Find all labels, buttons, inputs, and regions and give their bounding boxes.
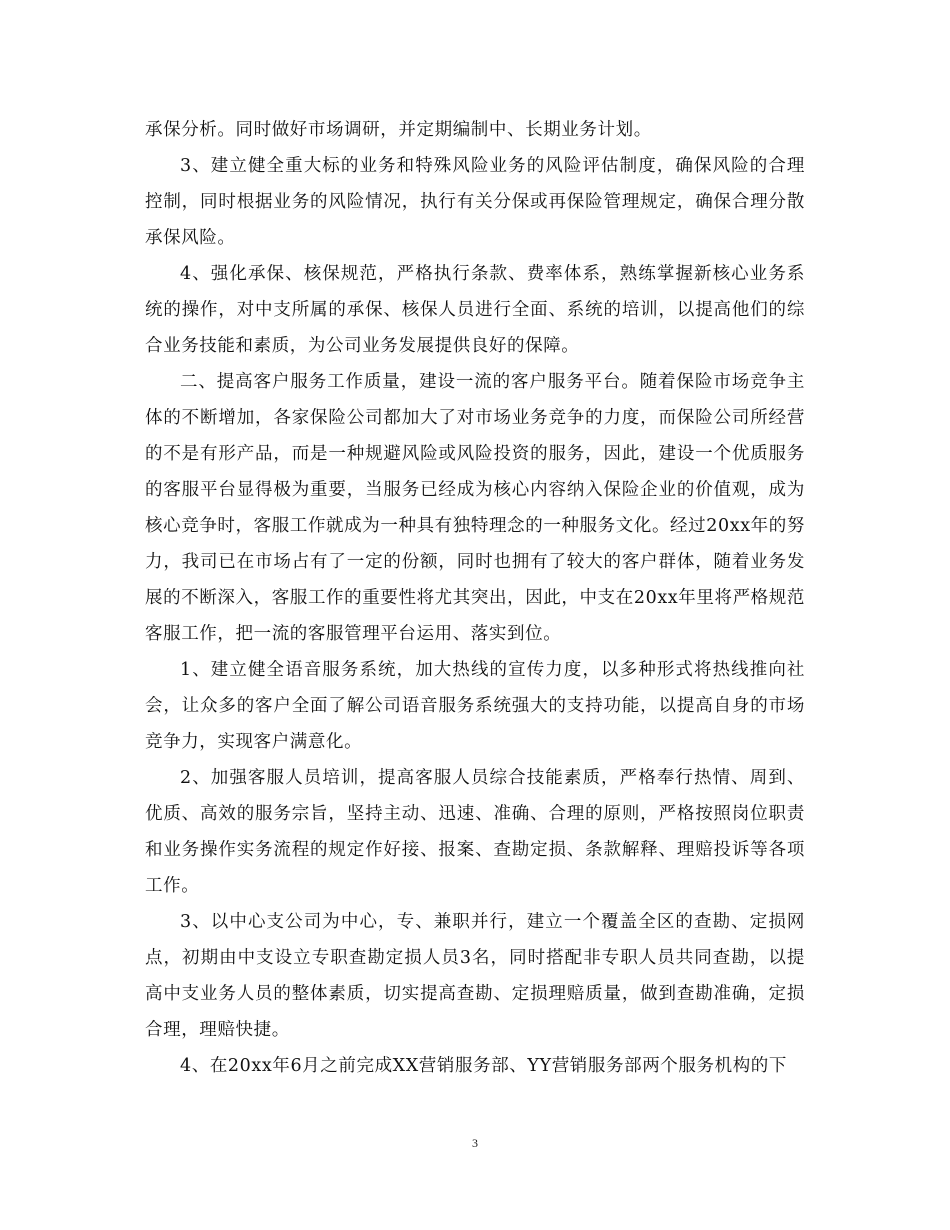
paragraph-8: 4、在20xx年6月之前完成XX营销服务部、YY营销服务部两个服务机构的下 [180, 1056, 787, 1076]
paragraph-5: 1、建立健全语音服务系统，加大热线的宣传力度，以多种形式将热线推向社会，让众多的客户全面了解公司语音服务系统强大的支持功能，以提高自身的市场竞争力，实现客户满意化。 [145, 660, 805, 752]
paragraph-6: 2、加强客服人员培训，提高客服人员综合技能素质，严格奉行热情、周到、优质、高效的服务宗旨，坚持主动、迅速、准确、合理的原则，严格按照岗位职责和业务操作实务流程的规定作好接、报案、查勘定损、条款解释、理赔投诉等各项工作。 [145, 768, 805, 896]
paragraph-1: 承保分析。同时做好市场调研，并定期编制中、长期业务计划。 [145, 120, 652, 140]
document-body [145, 112, 805, 1084]
paragraph-2: 3、建立健全重大标的业务和特殊风险业务的风险评估制度，确保风险的合理控制，同时根据业务的风险情况，执行有关分保或再保险管理规定，确保合理分散承保风险。 [145, 156, 805, 248]
paragraph-7: 3、以中心支公司为中心，专、兼职并行，建立一个覆盖全区的查勘、定损网点，初期由中支设立专职查勘定损人员3名，同时搭配非专职人员共同查勘，以提高中支业务人员的整体素质，切实提高查勘、定损理赔质量，做到查勘准确，定损合理，理赔快捷。 [145, 912, 805, 1040]
page-number: 3 [472, 1136, 478, 1150]
paragraph-4: 二、提高客户服务工作质量，建设一流的客户服务平台。随着保险市场竞争主体的不断增加，各家保险公司都加大了对市场业务竞争的力度，而保险公司所经营的不是有形产品，而是一种规避风险或风险投资的服务，因此，建设一个优质服务的客服平台显得极为重要，当服务已经成为核心内容纳入保险企业的价值观，成为核心竞争时，客服工作就成为一种具有独特理念的一种服务文化。经过20xx年的努力，我司已在市场占有了一定的份额，同时也拥有了较大的客户群体，随着业务发展的不断深入，客服工作的重要性将尤其突出，因此，中支在20xx年里将严格规范客服工作，把一流的客服管理平台运用、落实到位。 [145, 372, 805, 644]
paragraph-3: 4、强化承保、核保规范，严格执行条款、费率体系，熟练掌握新核心业务系统的操作，对中支所属的承保、核保人员进行全面、系统的培训，以提高他们的综合业务技能和素质，为公司业务发展提供良好的保障。 [145, 264, 805, 356]
